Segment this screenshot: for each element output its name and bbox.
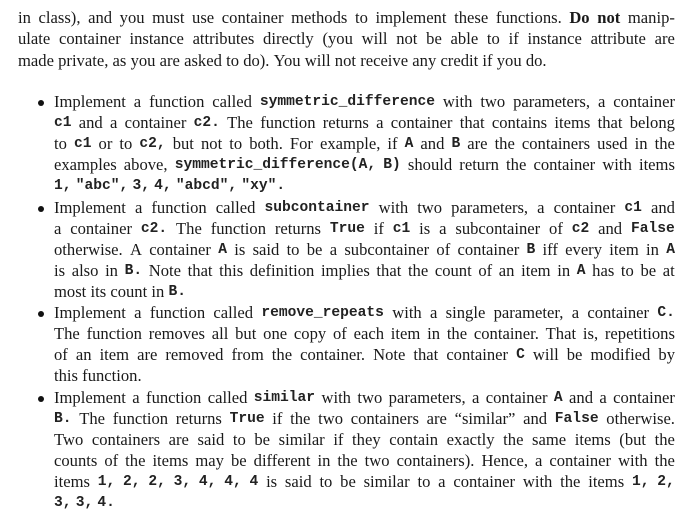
text-line: is also in B. Note that this definition implies that the count of an item in A has to be at — [54, 261, 675, 280]
text-line: examples above, symmetric_difference(A, B) should return the container with items — [54, 155, 675, 174]
text-line: items 1, 2, 2, 3, 4, 4, 4 is said to be similar to a container with the items 1, 2, — [54, 472, 675, 491]
text-line: Implement a function called subcontainer with two parameters, a container c1 and — [54, 198, 675, 217]
text-line: ulate container instance attributes directly (you will not be able to if instance attribute are — [18, 29, 675, 49]
text-line: The function removes all but one copy of each item in the container. That is, repetitions — [54, 324, 675, 343]
text-line: to c1 or to c2, but not to both. For example, if A and B are the containers used in the — [54, 134, 675, 153]
bullet-icon — [38, 206, 44, 212]
text-line: Implement a function called remove_repeats with a single parameter, a container C. — [54, 303, 675, 322]
text-line: c1 and a container c2. The function returns a container that contains items that belong — [54, 113, 675, 132]
text-line: B. The function returns True if the two containers are “similar” and False otherwise. — [54, 409, 675, 428]
text-line: of an item are removed from the container. Note that container C will be modified by — [54, 345, 675, 364]
text-line: this function. — [54, 366, 142, 385]
text-line: a container c2. The function returns True if c1 is a subcontainer of c2 and False — [54, 219, 675, 238]
text-line: most its count in B. — [54, 282, 187, 301]
text-line: in class), and you must use container methods to implement these functions. Do not manip- — [18, 8, 675, 27]
text-line: 3, 3, 4. — [54, 495, 115, 511]
text-line: counts of the items may be different in the two containers). Hence, a container with the — [54, 451, 675, 470]
text-line: Implement a function called symmetric_difference with two parameters, a container — [54, 92, 675, 111]
bullet-icon — [38, 311, 44, 317]
text-line: 1, "abc", 3, 4, "abcd", "xy". — [54, 178, 286, 194]
text-line: Two containers are said to be similar if they contain exactly the same items (but the — [54, 430, 675, 449]
bullet-icon — [38, 396, 44, 402]
text-line: otherwise. A container A is said to be a subcontainer of container B iff every item in A — [54, 240, 675, 259]
bullet-icon — [38, 100, 44, 106]
text-line: Implement a function called similar with two parameters, a container A and a container — [54, 388, 675, 407]
text-line: made private, as you are asked to do). You will not receive any credit if you do. — [18, 50, 547, 70]
